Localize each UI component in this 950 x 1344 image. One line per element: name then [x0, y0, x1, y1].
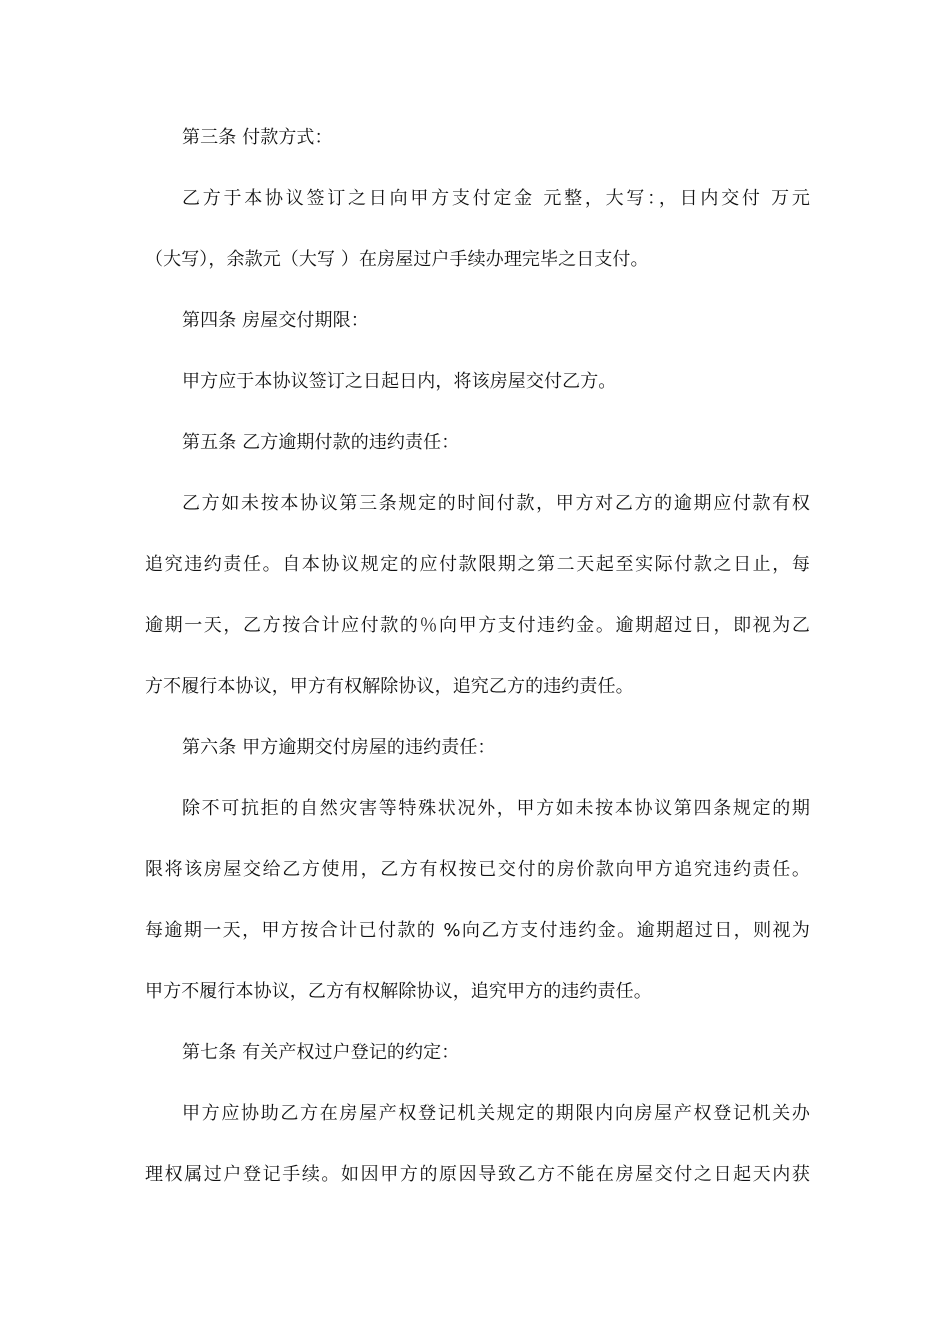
article-3-heading: 第三条 付款方式： — [182, 127, 333, 148]
body-line: 甲方应协助乙方在房屋产权登记机关规定的期限内向房屋产权登记机关办 — [182, 1103, 810, 1124]
article-7-heading: 第七条 有关产权过户登记的约定： — [182, 1042, 460, 1063]
body-line: 追究违约责任。自本协议规定的应付款限期之第二天起至实际付款之日止，每 — [145, 554, 810, 575]
article-6-heading: 第六条 甲方逾期交付房屋的违约责任： — [182, 737, 496, 758]
article-4-heading: 第四条 房屋交付期限： — [182, 310, 369, 331]
body-line: 乙方如未按本协议第三条规定的时间付款，甲方对乙方的逾期应付款有权 — [182, 493, 810, 514]
article-5-heading: 第五条 乙方逾期付款的违约责任： — [182, 432, 460, 453]
body-line: （大写），余款元（大写 ）在房屋过户手续办理完毕之日支付。 — [145, 249, 649, 270]
body-line: 理权属过户登记手续。如因甲方的原因导致乙方不能在房屋交付之日起天内获 — [145, 1164, 810, 1185]
body-line: 甲方不履行本协议，乙方有权解除协议，追究甲方的违约责任。 — [145, 981, 652, 1002]
body-line: 每逾期一天，甲方按合计已付款的 %向乙方支付违约金。逾期超过日，则视为 — [145, 920, 810, 941]
body-line: 方不履行本协议，甲方有权解除协议，追究乙方的违约责任。 — [145, 676, 634, 697]
body-line: 甲方应于本协议签订之日起日内，将该房屋交付乙方。 — [182, 371, 617, 392]
body-line: 限将该房屋交给乙方使用，乙方有权按已交付的房价款向甲方追究违约责任。 — [145, 859, 810, 880]
body-line: 除不可抗拒的自然灾害等特殊状况外，甲方如未按本协议第四条规定的期 — [182, 798, 810, 819]
body-line: 乙方于本协议签订之日向甲方支付定金 元整，大写：，日内交付 万元 — [182, 188, 810, 209]
body-line: 逾期一天，乙方按合计应付款的％向甲方支付违约金。逾期超过日，即视为乙 — [145, 615, 810, 636]
